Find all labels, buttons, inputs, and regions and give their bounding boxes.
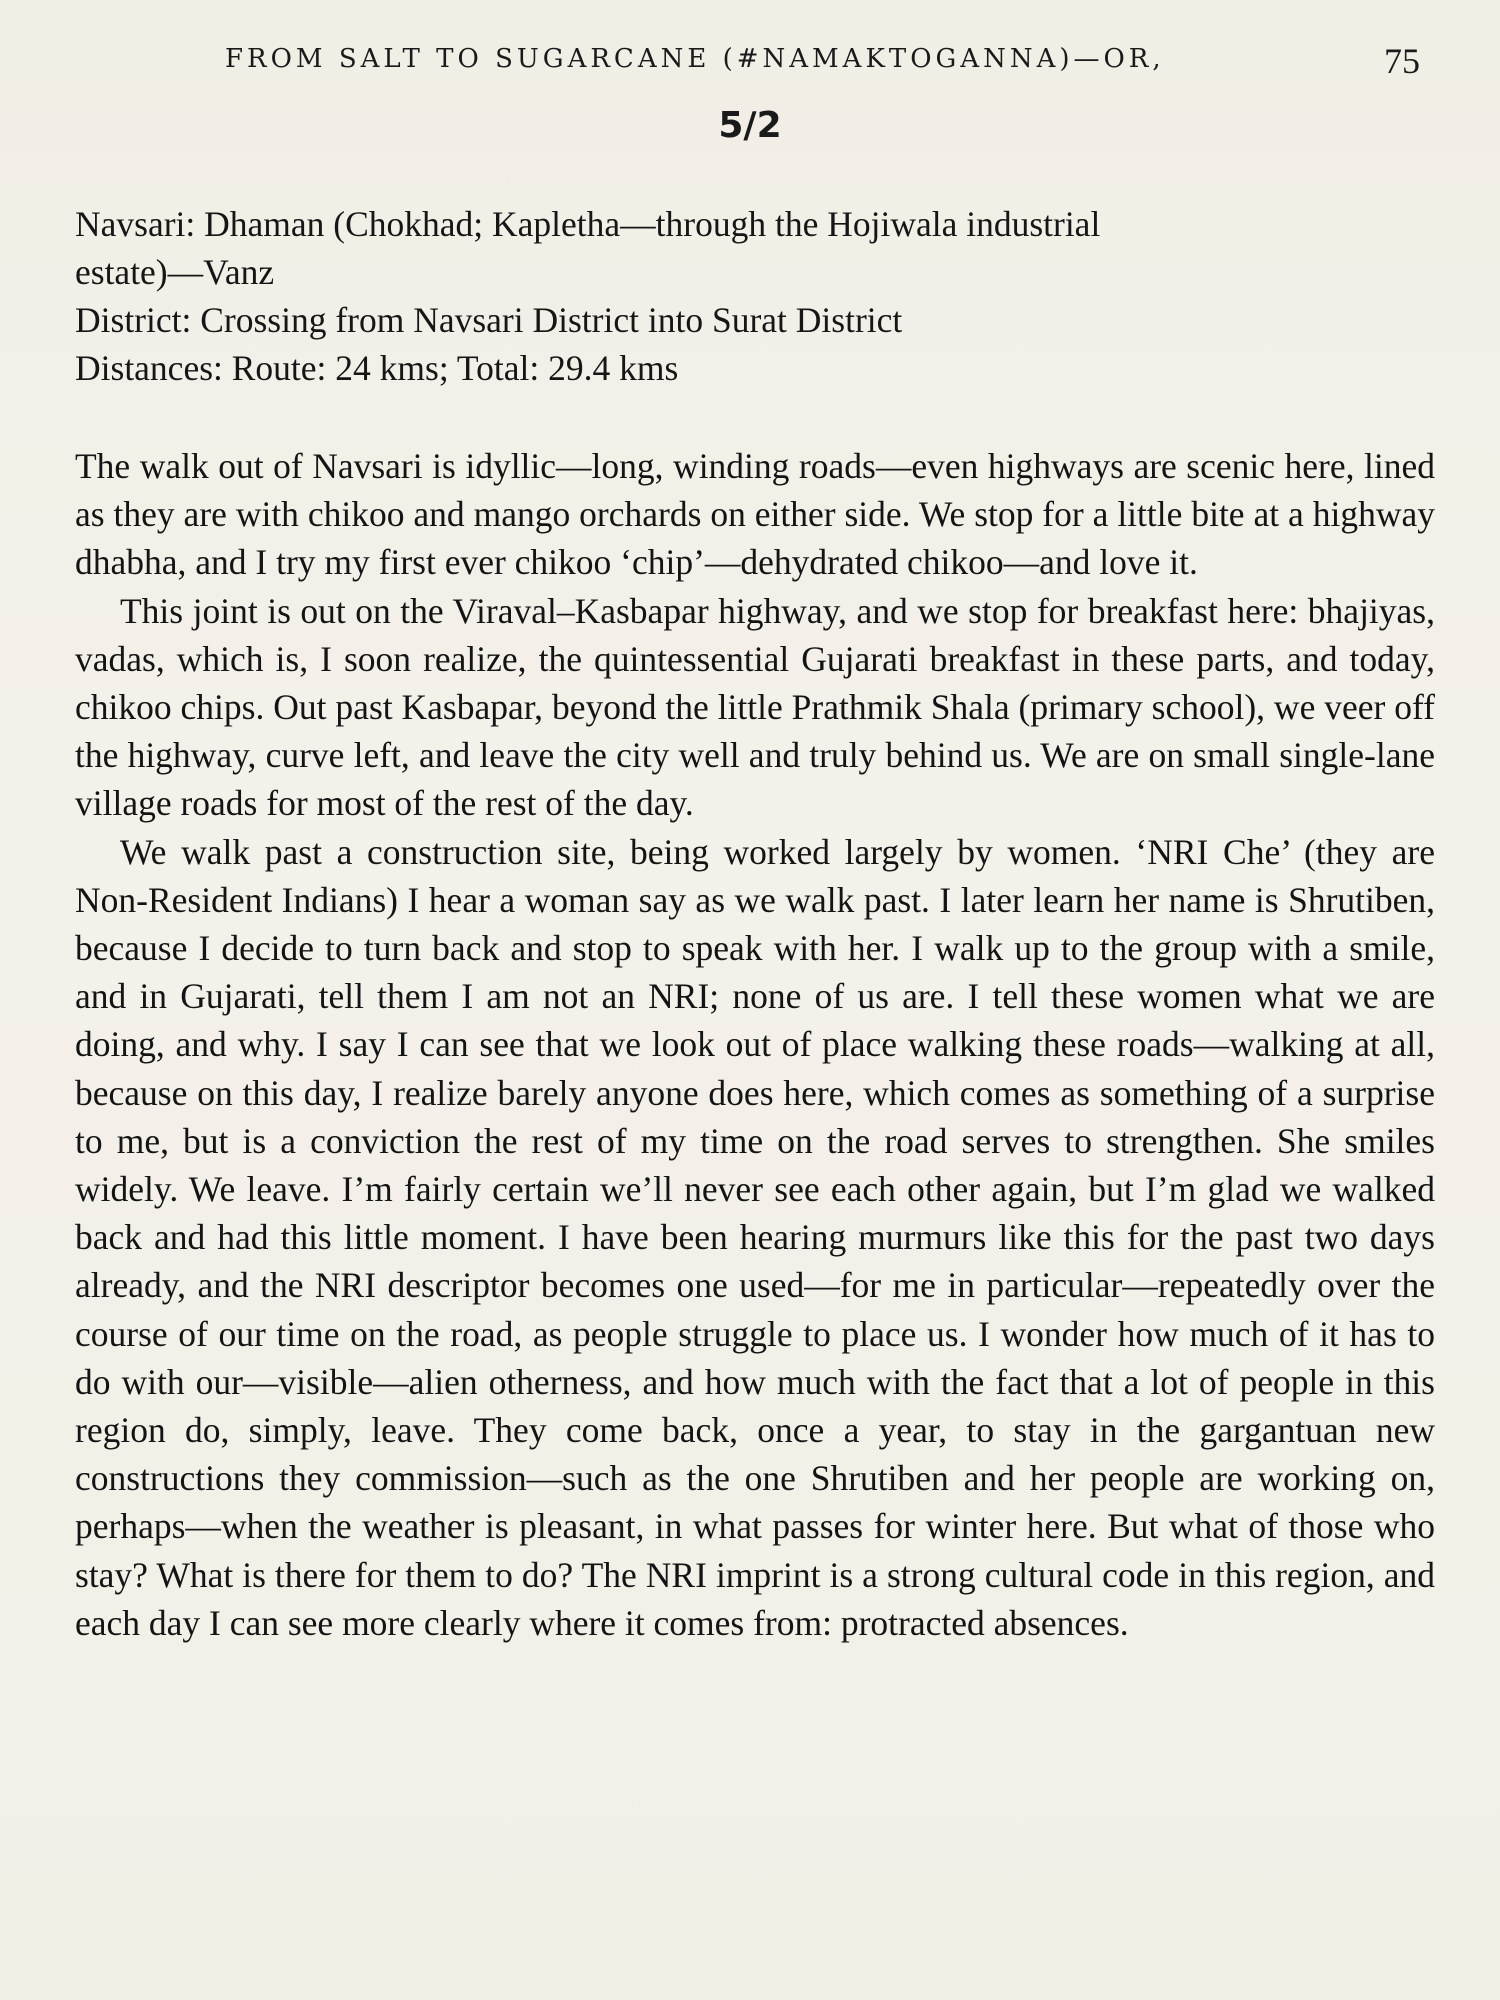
- paragraph-3: We walk past a construction site, being worked largely by women. ‘NRI Che’ (they are Non-Resident Indians) I hear a woman say as we walk past. I later learn her name is Shrutiben, because I decide to turn back and stop to speak with her. I walk up to the group with a smile, and in Gujarati, tell them I am not an NRI; none of us are. I tell these women what we are doing, and why. I say I can see that we look out of place walking these roads—walking at all, because on this day, I realize barely anyone does here, which comes as something of a surprise to me, but is a conviction the rest of my time on the road serves to strengthen. She smiles widely. We leave. I’m fairly certain we’ll never see each other again, but I’m glad we walked back and had this little moment. I have been hearing murmurs like this for the past two days already, and the NRI descriptor becomes one used—for me in particular—repeatedly over the course of our time on the road, as people struggle to place us. I wonder how much of it has to do with our—visible—alien otherness, and how much with the fact that a lot of people in this region do, simply, leave. They come back, once a year, to stay in the gargantuan new constructions they commission—such as the one Shrutiben and her people are working on, perhaps—when the weather is pleasant, in what passes for winter here. But what of those who stay? What is there for them to do? The NRI imprint is a strong cultural code in this region, and each day I can see more clearly where it comes from: protracted absences.: [75, 831, 1435, 1643]
- paragraph-2: This joint is out on the Viraval–Kasbapar highway, and we stop for breakfast here: bhajiyas, vadas, which is, I soon realize, the quintessential Gujarati breakfast in these parts, and today, chikoo chips. Out past Kasbapar, beyond the little Prathmik Shala (primary school), we veer off the highway, curve left, and leave the city well and truly behind us. We are on small single-lane village roads for most of the rest of the day.: [75, 590, 1435, 824]
- paragraph-1: The walk out of Navsari is idyllic—long, winding roads—even highways are scenic here, lined as they are with chikoo and mango orchards on either side. We stop for a little bite at a highway dhabha, and I try my first ever chikoo ‘chip’—dehydrated chikoo—and love it.: [75, 446, 1435, 583]
- route-line-1: Navsari: Dhaman (Chokhad; Kapletha—through the Hojiwala industrial: [75, 204, 1101, 244]
- section-number: 5/2: [718, 105, 782, 146]
- body-text: [75, 442, 1435, 1647]
- page-number: 75: [1384, 41, 1420, 81]
- route-info: [75, 200, 1435, 392]
- route-line-2: estate)—Vanz: [75, 252, 275, 292]
- running-head-title: FROM SALT TO SUGARCANE (#NAMAKTOGANNA)—OR,: [225, 44, 1165, 74]
- district-line: District: Crossing from Navsari District into Surat District: [75, 300, 903, 340]
- distances-line: Distances: Route: 24 kms; Total: 29.4 kms: [75, 348, 679, 388]
